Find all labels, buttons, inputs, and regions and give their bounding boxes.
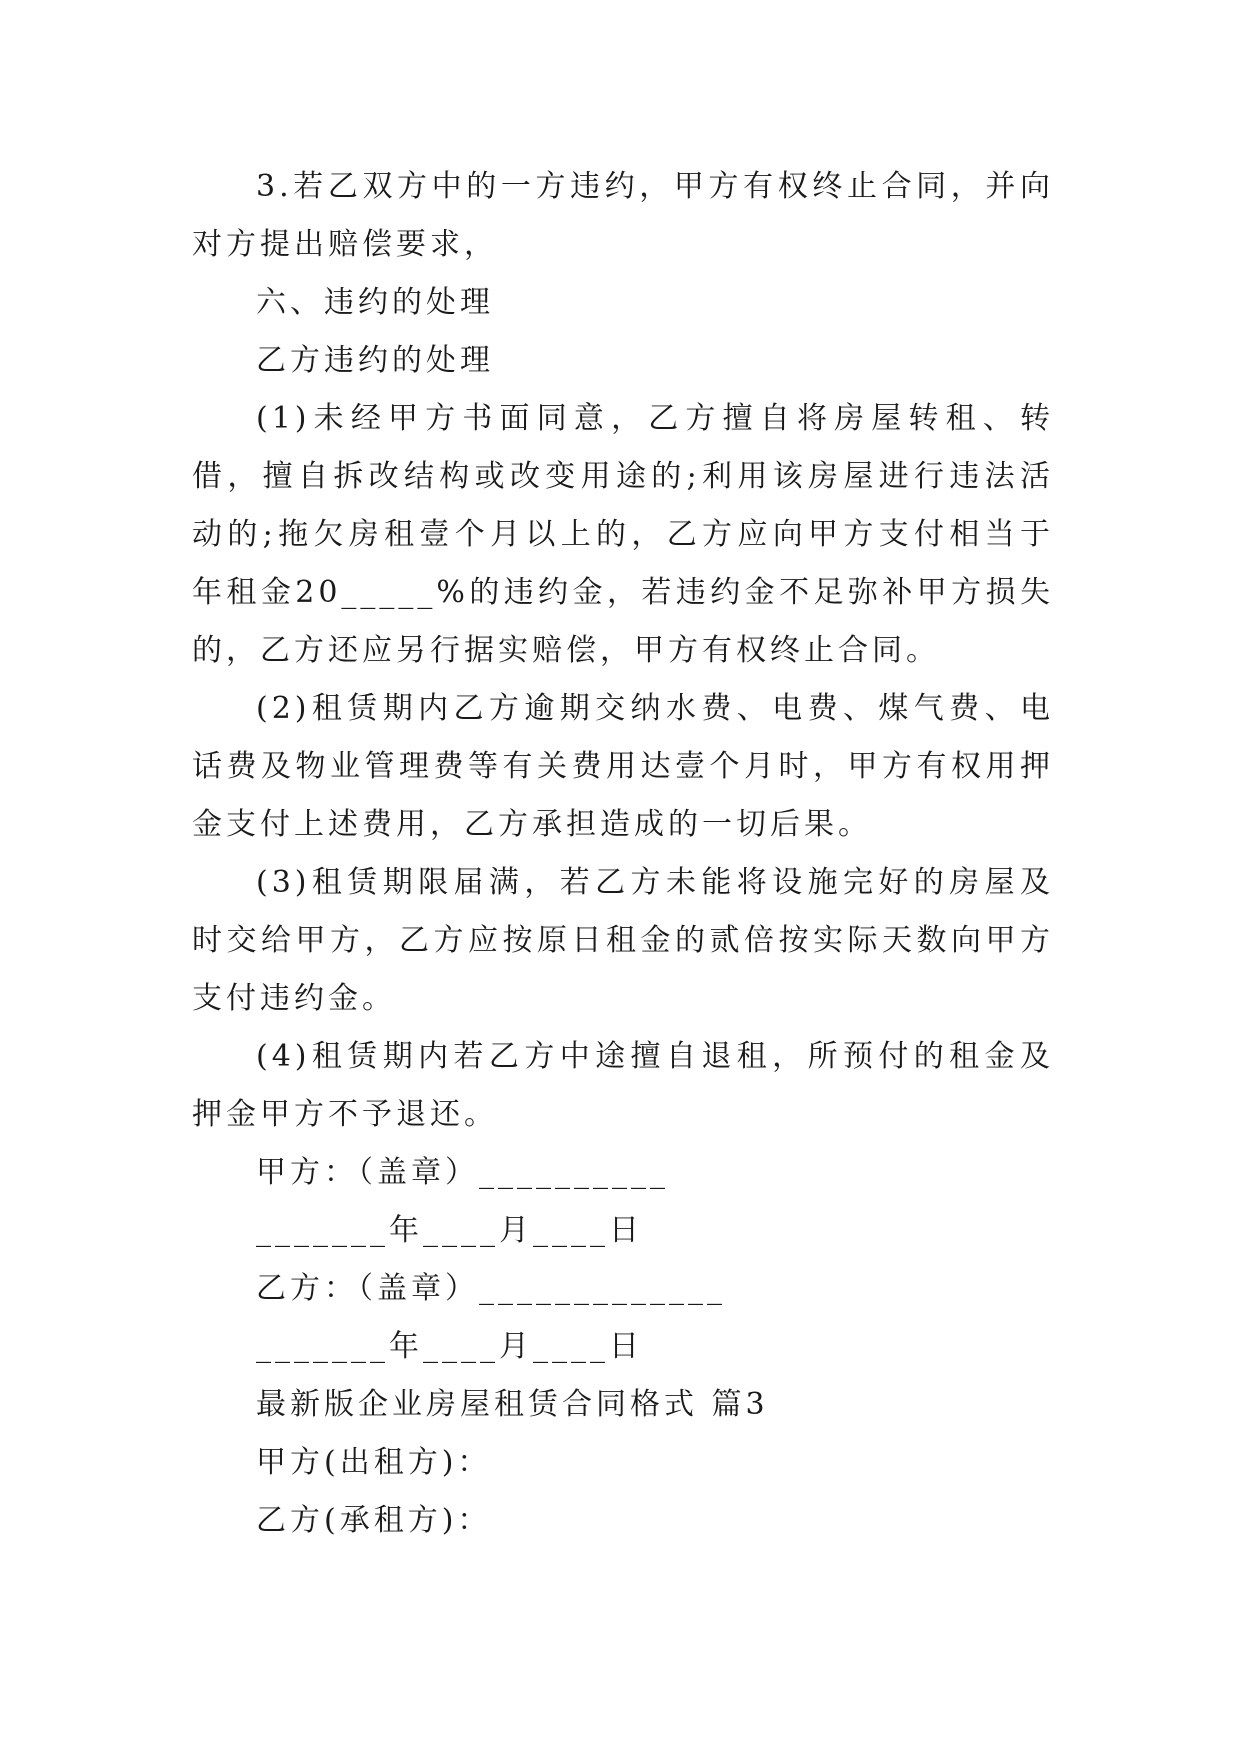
signature-party-a: 甲方：（盖章）__________: [256, 1155, 669, 1190]
paragraph-item-1: (1)未经甲方书面同意，乙方擅自将房屋转租、转借，擅自拆改结构或改变用途的;利用该房屋进行违法活动的;拖欠房租壹个月以上的，乙方应向甲方支付相当于年租金20_____%的违约金，若违约金不足弥补甲方损失的，乙方还应另行据实赔偿，甲方有权终止合同。: [192, 401, 1054, 668]
paragraph-clause-3: 3.若乙双方中的一方违约，甲方有权终止合同，并向对方提出赔偿要求，: [192, 169, 1054, 262]
party-b-lessee-line: 乙方(承租方)：: [256, 1503, 492, 1538]
section-heading-breach: 六、违约的处理: [256, 285, 494, 320]
paragraph-item-4: (4)租赁期内若乙方中途擅自退租，所预付的租金及押金甲方不予退还。: [192, 1039, 1054, 1132]
date-line-party-b: _______年____月____日: [256, 1329, 643, 1364]
signature-party-b: 乙方：（盖章）_____________: [256, 1271, 726, 1306]
document-body: [192, 158, 1054, 1550]
party-a-lessor-line: 甲方(出租方)：: [256, 1445, 492, 1480]
subheading-party-b-breach: 乙方违约的处理: [256, 343, 494, 378]
paragraph-item-2: (2)租赁期内乙方逾期交纳水费、电费、煤气费、电话费及物业管理费等有关费用达壹个月时，甲方有权用押金支付上述费用，乙方承担造成的一切后果。: [192, 691, 1054, 842]
paragraph-item-3: (3)租赁期限届满，若乙方未能将设施完好的房屋及时交给甲方，乙方应按原日租金的贰倍按实际天数向甲方支付违约金。: [192, 865, 1054, 1016]
contract-title-3: 最新版企业房屋租赁合同格式 篇3: [256, 1387, 769, 1422]
date-line-party-a: _______年____月____日: [256, 1213, 643, 1248]
